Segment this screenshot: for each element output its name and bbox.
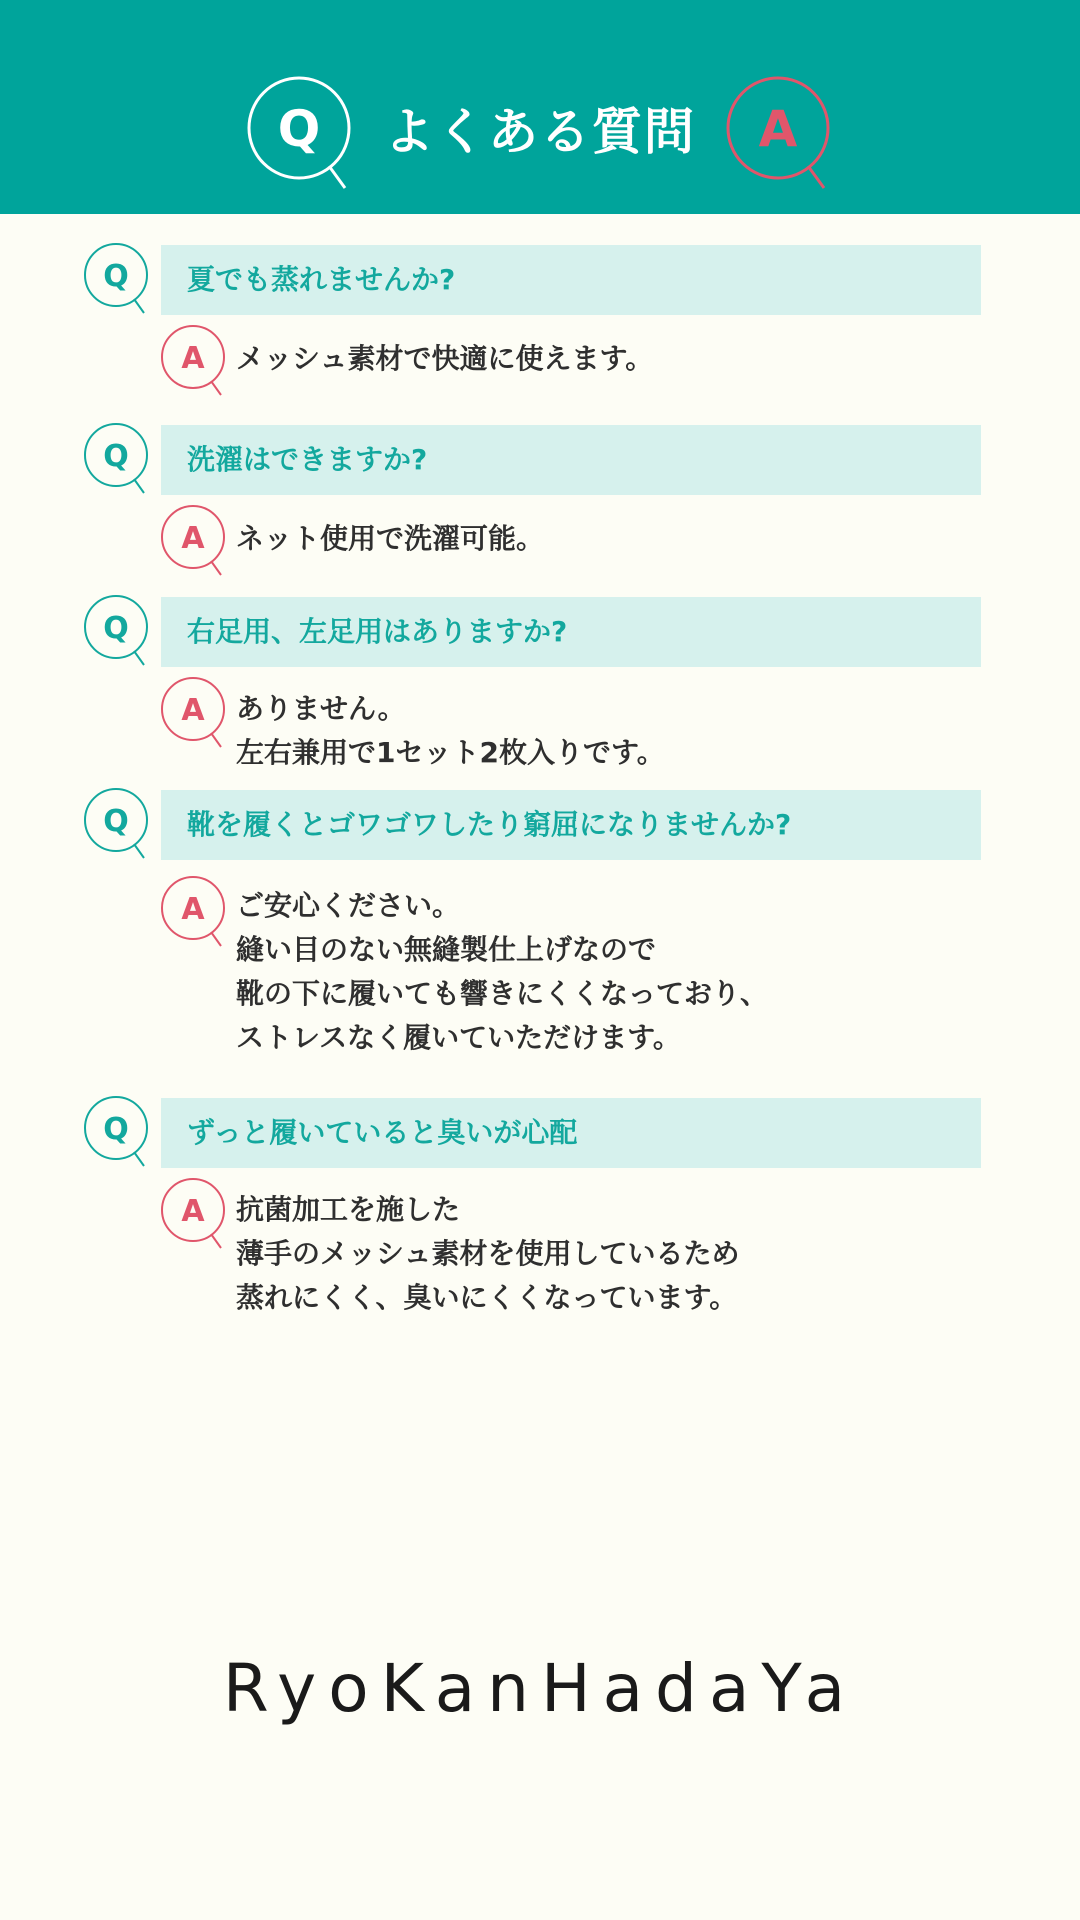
answer-text bbox=[236, 337, 653, 381]
svg-text:A: A bbox=[181, 693, 205, 728]
answer-line: メッシュ素材で快適に使えます。 bbox=[236, 342, 654, 375]
answer-text bbox=[236, 517, 544, 561]
question-text: ずっと履いていると臭いが心配 bbox=[187, 1116, 578, 1149]
answer-text bbox=[236, 687, 665, 775]
svg-text:A: A bbox=[181, 521, 205, 556]
svg-text:Q: Q bbox=[103, 439, 129, 474]
a-badge-icon bbox=[159, 874, 229, 950]
answer-line: 縫い目のない無縫製仕上げなので bbox=[236, 933, 657, 966]
a-badge-icon bbox=[159, 675, 229, 751]
svg-text:Q: Q bbox=[103, 611, 129, 646]
header-banner bbox=[0, 0, 1080, 214]
question-text: 洗濯はできますか? bbox=[187, 443, 428, 476]
svg-text:A: A bbox=[181, 892, 205, 927]
q-badge-icon bbox=[82, 786, 152, 862]
svg-text:Q: Q bbox=[277, 100, 321, 158]
a-magnifier-icon bbox=[724, 74, 836, 194]
q-badge-icon bbox=[82, 421, 152, 497]
svg-text:Q: Q bbox=[103, 1112, 129, 1147]
question-text: 靴を履くとゴワゴワしたり窮屈になりませんか? bbox=[187, 808, 792, 841]
answer-line: ネット使用で洗濯可能。 bbox=[236, 522, 545, 555]
answer-line: 靴の下に履いても響きにくくなっており、 bbox=[236, 977, 769, 1010]
answer-text bbox=[236, 884, 768, 1060]
svg-text:Q: Q bbox=[103, 259, 129, 294]
svg-text:A: A bbox=[181, 341, 205, 376]
answer-line: ご安心ください。 bbox=[236, 889, 461, 922]
q-badge-icon bbox=[82, 1094, 152, 1170]
answer-line: 蒸れにくく、臭いにくくなっています。 bbox=[236, 1281, 738, 1314]
q-badge-icon bbox=[82, 593, 152, 669]
svg-text:A: A bbox=[181, 1194, 205, 1229]
page-title: よくある質問 bbox=[384, 103, 696, 161]
answer-line: ストレスなく履いていただけます。 bbox=[236, 1021, 681, 1054]
question-text: 夏でも蒸れませんか? bbox=[187, 263, 456, 296]
answer-line: 薄手のメッシュ素材を使用しているため bbox=[236, 1237, 740, 1270]
a-badge-icon bbox=[159, 323, 229, 399]
answer-line: 左右兼用で1セット2枚入りです。 bbox=[236, 736, 665, 769]
q-badge-icon bbox=[82, 241, 152, 317]
a-badge-icon bbox=[159, 1176, 229, 1252]
svg-text:Q: Q bbox=[103, 804, 129, 839]
question-text: 右足用、左足用はありますか? bbox=[187, 615, 568, 648]
svg-text:A: A bbox=[758, 100, 798, 158]
answer-text bbox=[236, 1188, 739, 1320]
brand-logo: RyoKanHadaYa bbox=[222, 1650, 858, 1727]
answer-line: ありません。 bbox=[236, 692, 406, 725]
answer-line: 抗菌加工を施した bbox=[236, 1193, 461, 1226]
a-badge-icon bbox=[159, 503, 229, 579]
